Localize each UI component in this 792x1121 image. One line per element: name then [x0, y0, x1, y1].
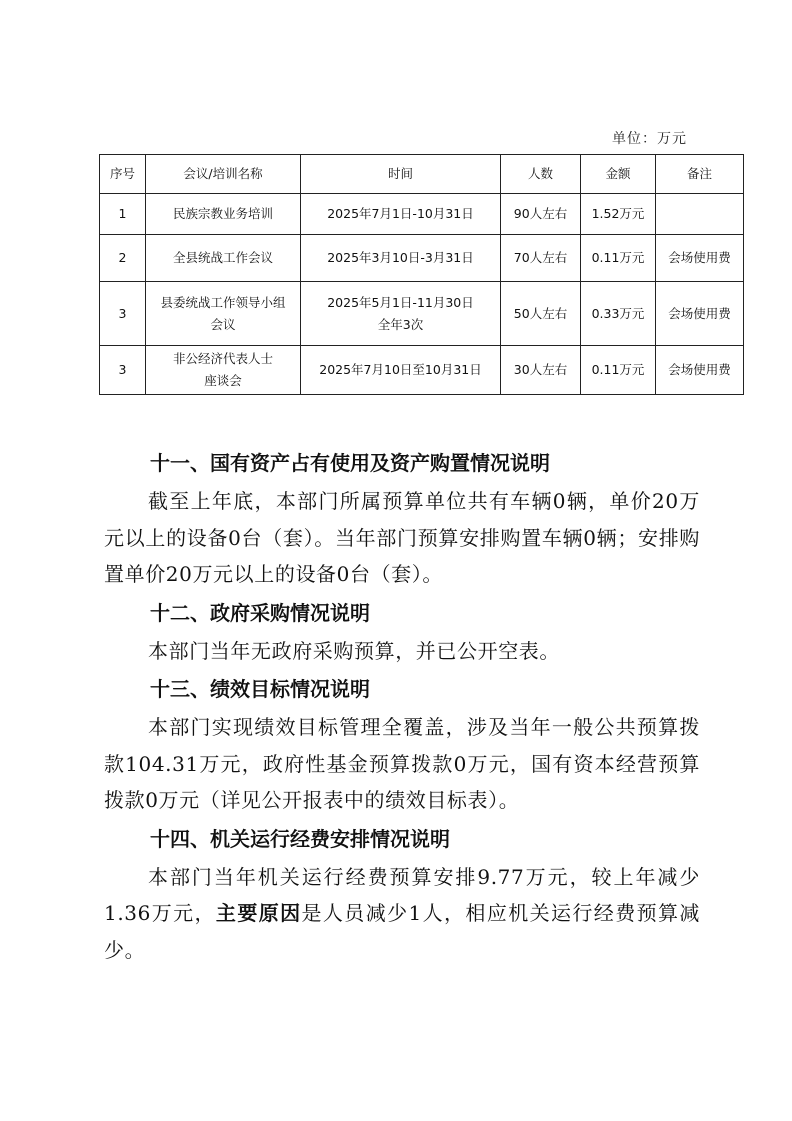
- section-14-bold-reason: 主要原因: [215, 901, 302, 925]
- table-row: [100, 194, 744, 235]
- unit-label: 单位：万元: [612, 131, 687, 147]
- cell-time: [301, 282, 501, 346]
- cell-no: 3: [100, 282, 146, 346]
- section-13-paragraph: 本部门实现绩效目标管理全覆盖，涉及当年一般公共预算拨款104.31万元，政府性基金预算拨款0万元，国有资本经营预算拨款0万元（详见公开报表中的绩效目标表）。: [104, 715, 700, 812]
- cell-amount: 0.33万元: [581, 282, 656, 346]
- cell-name: [146, 235, 301, 282]
- cell-name-line: 民族宗教业务培训: [172, 206, 273, 221]
- section-11-paragraph: 截至上年底，本部门所属预算单位共有车辆0辆，单价20万元以上的设备0台（套）。当年部门预算安排购置车辆0辆；安排购置单价20万元以上的设备0台（套）。: [104, 489, 700, 586]
- header-cell: 序号: [100, 155, 146, 194]
- cell-note: 会场使用费: [656, 235, 744, 282]
- section-13-heading: 十三、绩效目标情况说明: [150, 677, 370, 701]
- cell-people: 70人左右: [501, 235, 581, 282]
- cell-amount: 0.11万元: [581, 346, 656, 395]
- table-row: [100, 282, 744, 346]
- section-14-paragraph: [104, 859, 700, 969]
- cell-amount: 0.11万元: [581, 235, 656, 282]
- section-14-heading: 十四、机关运行经费安排情况说明: [150, 826, 450, 851]
- cell-name-line: 全县统战工作会议: [172, 250, 273, 265]
- section-11-heading: 十一、国有资产占有使用及资产购置情况说明: [150, 451, 550, 475]
- meeting-training-table: [99, 154, 744, 395]
- cell-note: [656, 194, 744, 235]
- section-14-text-end: 是人员减少1人，相应机关运行经费预算减少。: [104, 901, 700, 962]
- table-row: [100, 235, 744, 282]
- section-12-paragraph: 本部门当年无政府采购预算，并已公开空表。: [148, 638, 560, 663]
- cell-name: [146, 282, 301, 346]
- header-cell: 备注: [656, 155, 744, 194]
- cell-people: 30人左右: [501, 346, 581, 395]
- cell-name-line: 非公经济代表人士: [172, 351, 273, 366]
- cell-time: [301, 235, 501, 282]
- cell-name: [146, 194, 301, 235]
- cell-note: 会场使用费: [656, 346, 744, 395]
- cell-time-line: 2025年5月1日-11月30日: [327, 294, 474, 310]
- header-cell: 会议/培训名称: [146, 155, 301, 194]
- cell-time-line: 全年3次: [377, 316, 424, 332]
- document-body: [104, 445, 700, 970]
- cell-no: 2: [100, 235, 146, 282]
- cell-time-line: 2025年7月10日至10月31日: [319, 362, 482, 377]
- cell-name-line: 县委统战工作领导小组: [160, 294, 286, 310]
- section-14-text-start: 本部门当年机关运行经费预算安排9.77万元，较上年减少1.36万元，: [104, 864, 700, 925]
- table-header-row: [100, 155, 744, 194]
- cell-no: 1: [100, 194, 146, 235]
- cell-people: 90人左右: [501, 194, 581, 235]
- header-cell: 时间: [301, 155, 501, 194]
- cell-name-line: 座谈会: [204, 373, 242, 388]
- header-cell: 人数: [501, 155, 581, 194]
- cell-time-line: 2025年3月10日-3月31日: [327, 250, 474, 265]
- table-row: [100, 346, 744, 395]
- cell-no: 3: [100, 346, 146, 395]
- cell-time: [301, 194, 501, 235]
- header-cell: 金额: [581, 155, 656, 194]
- cell-amount: 1.52万元: [581, 194, 656, 235]
- section-12-heading: 十二、政府采购情况说明: [150, 600, 370, 625]
- cell-people: 50人左右: [501, 282, 581, 346]
- cell-note: 会场使用费: [656, 282, 744, 346]
- cell-time-line: 2025年7月1日-10月31日: [327, 206, 474, 221]
- cell-name-line: 会议: [210, 316, 236, 332]
- cell-name: [146, 346, 301, 395]
- cell-time: [301, 346, 501, 395]
